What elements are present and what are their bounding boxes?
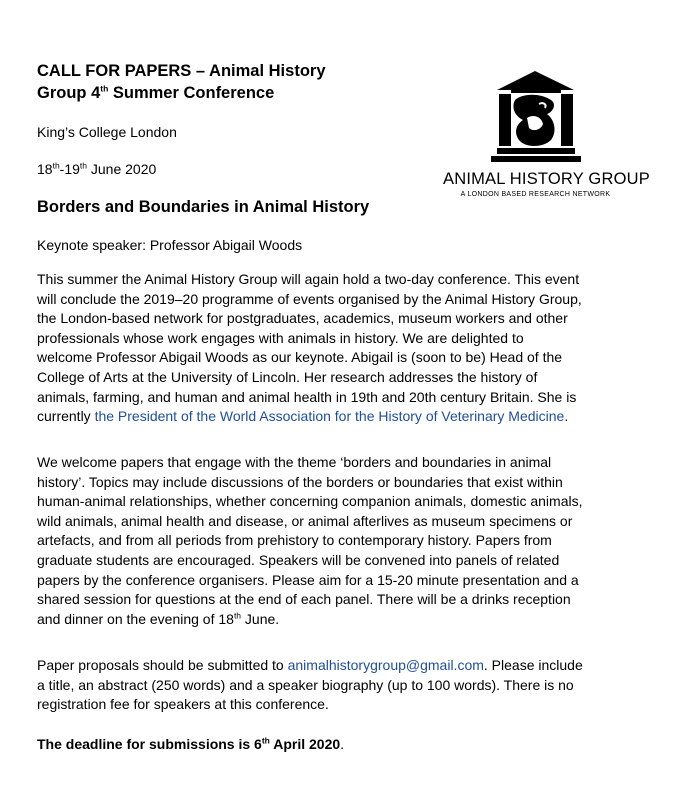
contact-email-link[interactable]: animalhistorygroup@gmail.com bbox=[287, 657, 484, 673]
logo-tagline: A LONDON BASED RESEARCH NETWORK bbox=[460, 191, 611, 198]
topics-line: artefacts, and from all periods from prehistory to contemporary history. Papers from bbox=[37, 532, 552, 549]
topics-line: shared session for questions at the end of each panel. There will be a drinks reception bbox=[37, 591, 571, 608]
submission-paragraph bbox=[37, 656, 657, 715]
intro-line: professionals whose work engages with animals in history. We are delighted to bbox=[37, 329, 524, 346]
intro-last-pre: currently bbox=[37, 408, 95, 425]
animal-history-group-logo bbox=[443, 70, 650, 200]
title-line-2-pre: Group 4 bbox=[37, 84, 101, 102]
topics-last-post: June. bbox=[241, 610, 280, 627]
topics-line: We welcome papers that engage with the theme ‘borders and boundaries in animal bbox=[37, 454, 552, 470]
topics-line-last bbox=[37, 610, 657, 630]
topics-line: human-animal relationships, whether concerning companion animals, domestic animals, bbox=[37, 493, 583, 510]
submission-line: a title, an abstract (250 words) and a speaker biography (up to 100 words). There is no bbox=[37, 676, 574, 693]
deadline-tail: . bbox=[340, 736, 345, 752]
deadline-sup: th bbox=[261, 735, 270, 746]
logo-name: ANIMAL HISTORY GROUP bbox=[443, 170, 650, 188]
submission-line1-pre: Paper proposals should be submitted to bbox=[37, 657, 288, 673]
dates-start-day: 18 bbox=[37, 161, 53, 177]
intro-line: will conclude the 2019–20 programme of events organised by the Animal History Group, bbox=[37, 290, 582, 307]
title-superscript: th bbox=[100, 83, 109, 94]
submission-line: registration fee for speakers at this conference. bbox=[37, 696, 329, 713]
association-link[interactable]: the President of the World Association for the History of Veterinary Medicine bbox=[94, 408, 565, 425]
dates-start-sup: th bbox=[52, 160, 60, 171]
document-title bbox=[37, 60, 417, 104]
topics-paragraph bbox=[37, 453, 657, 629]
deadline-pre: The deadline for submissions is 6 bbox=[37, 736, 262, 752]
title-line-2-post: Summer Conference bbox=[108, 84, 275, 102]
intro-line: welcome Professor Abigail Woods as our keynote. Abigail is (soon to be) Head of the bbox=[37, 349, 563, 366]
submission-line1-post: . Please include bbox=[483, 657, 583, 673]
topics-line: papers by the conference organisers. Please aim for a 15-20 minute presentation and a bbox=[37, 571, 579, 588]
topics-line: wild animals, animal health and disease, or animal afterlives as museum specimens or bbox=[37, 512, 573, 529]
conference-dates bbox=[37, 161, 156, 177]
title-line-1: CALL FOR PAPERS – Animal History bbox=[37, 62, 326, 80]
dates-separator: -19 bbox=[59, 161, 80, 177]
intro-line: the London-based network for postgraduates, academics, museum workers and other bbox=[37, 310, 568, 327]
topics-last-sup: th bbox=[233, 610, 242, 621]
dates-end-sup: th bbox=[79, 160, 87, 171]
submission-line bbox=[37, 656, 657, 676]
keynote-speaker: Keynote speaker: Professor Abigail Woods bbox=[37, 237, 303, 253]
topics-last-pre: and dinner on the evening of 18 bbox=[37, 610, 234, 627]
intro-line: This summer the Animal History Group will again hold a two-day conference. This event bbox=[37, 271, 580, 287]
deadline-post: April 2020 bbox=[269, 736, 341, 752]
intro-last-post: . bbox=[564, 408, 569, 425]
intro-paragraph bbox=[37, 270, 657, 427]
intro-line: animals, farming, and human and animal health in 19th and 20th century Britain. She is bbox=[37, 388, 577, 405]
dates-month-year: June 2020 bbox=[87, 161, 157, 177]
intro-line-last bbox=[37, 407, 657, 427]
intro-line: College of Arts at the University of Lincoln. Her research addresses the history of bbox=[37, 368, 538, 385]
venue: King’s College London bbox=[37, 124, 177, 140]
theme-heading: Borders and Boundaries in Animal History bbox=[37, 198, 370, 216]
topics-line: graduate students are encouraged. Speakers will be convened into panels of related bbox=[37, 551, 560, 568]
topics-line: history’. Topics may include discussions of the borders or boundaries that exist within bbox=[37, 473, 563, 490]
deadline-notice bbox=[37, 736, 344, 752]
logo-emblem-icon bbox=[443, 70, 628, 170]
